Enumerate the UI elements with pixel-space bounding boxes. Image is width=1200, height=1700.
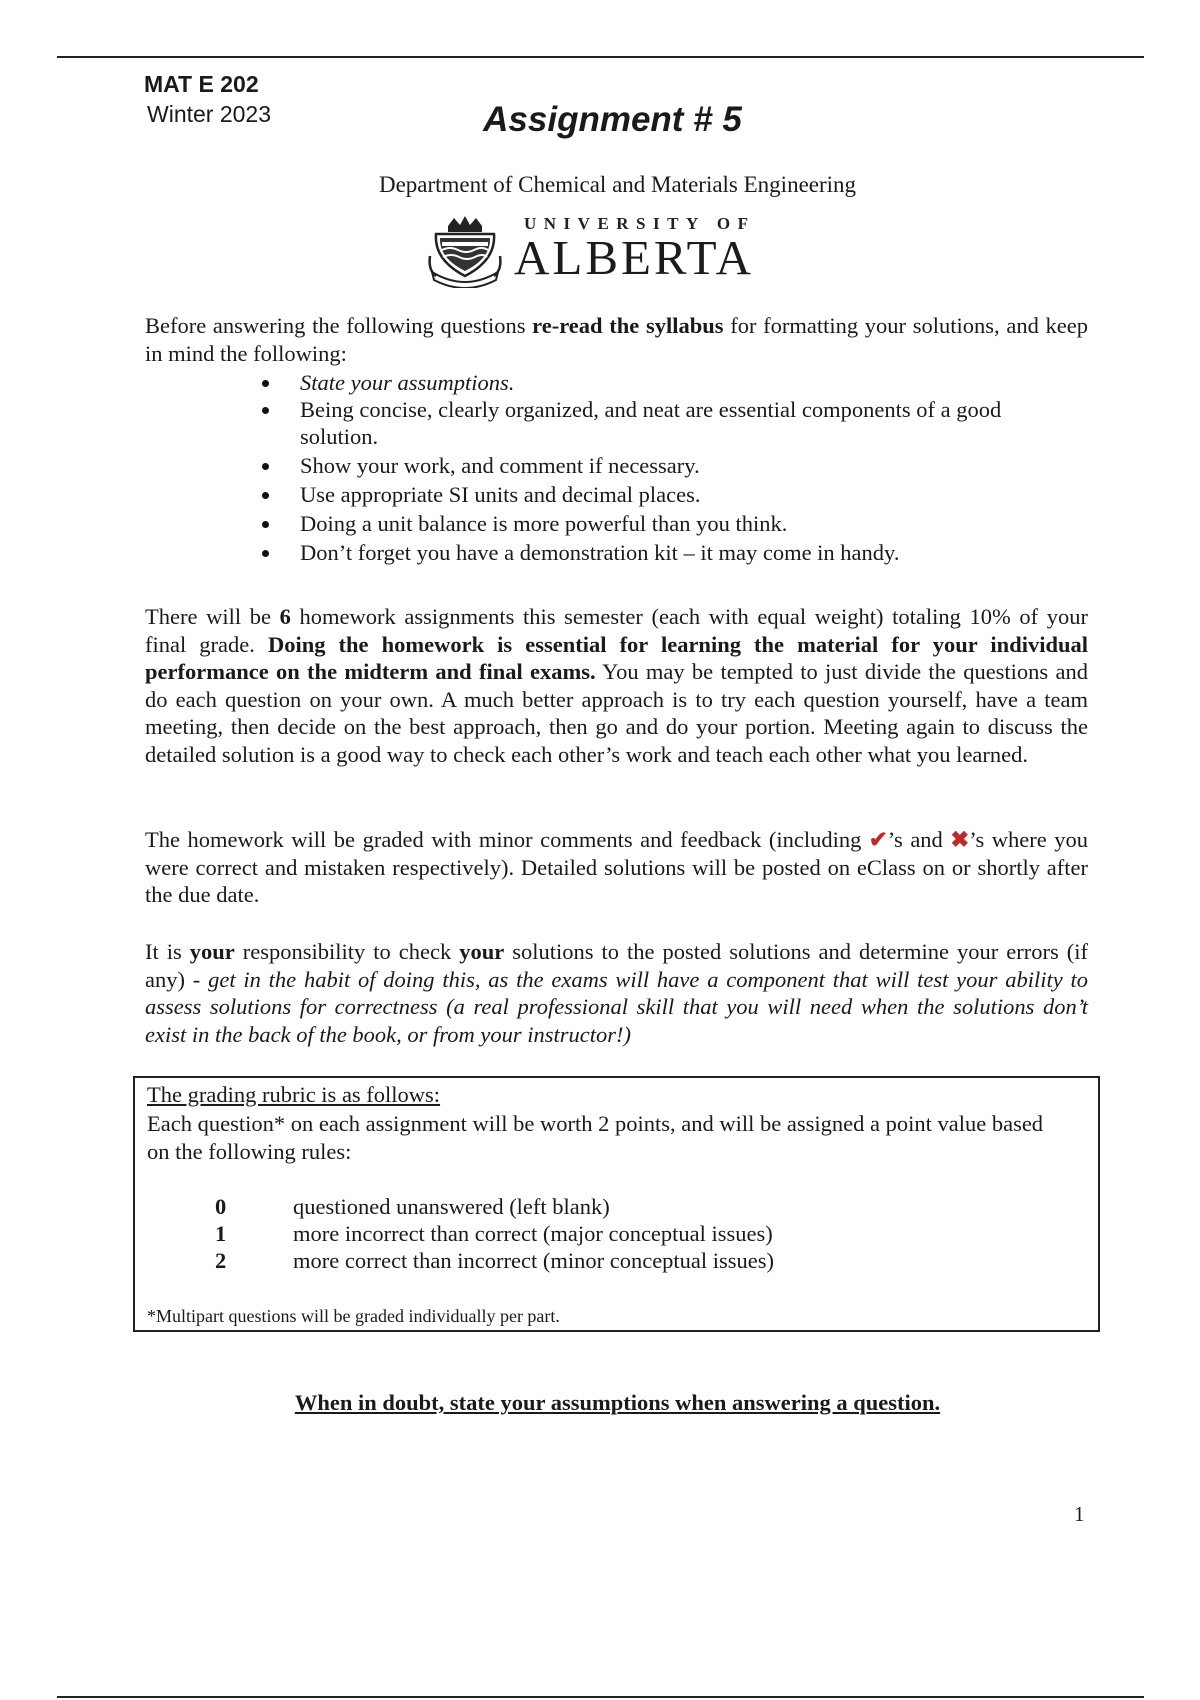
responsibility-emphasis-1: your — [189, 939, 235, 964]
guideline-list — [260, 369, 1060, 566]
responsibility-emphasis-2: your — [459, 939, 505, 964]
course-code: MAT E 202 — [144, 71, 259, 97]
homework-paragraph — [145, 603, 1088, 768]
bullet-icon — [262, 380, 269, 387]
list-item — [260, 369, 1060, 396]
rubric-points: 0 — [215, 1194, 227, 1219]
logo-alberta: ALBERTA — [514, 230, 755, 285]
intro-paragraph — [145, 312, 1088, 367]
responsibility-italic: get in the habit of doing this, as the exams will have a component that will test your ability to assess solutions for correctness (a real professional skill that you will need when the solutions don’t exist in the back of the book, or from your instructor!) — [145, 966, 1088, 1047]
list-item — [260, 539, 1060, 566]
responsibility-text-e: solutions to the posted solutions and determine your errors (if any) - — [145, 939, 1088, 992]
list-item-text: Don’t forget you have a demonstration kit – it may come in handy. — [300, 540, 900, 565]
list-item-text: Use appropriate SI units and decimal places. — [300, 482, 701, 507]
logo-university-of: UNIVERSITY OF — [524, 214, 756, 233]
top-rule — [57, 56, 1144, 58]
rubric-title: The grading rubric is as follows: — [147, 1082, 441, 1107]
rubric-row-description: questioned unanswered (left blank) — [293, 1194, 610, 1219]
department-name: Department of Chemical and Materials Engineering — [378, 172, 857, 197]
rubric-points: 2 — [215, 1248, 227, 1273]
page-title: Assignment # 5 — [483, 100, 742, 139]
list-item-text: Show your work, and comment if necessary. — [300, 453, 700, 478]
list-item — [260, 396, 1060, 450]
grading-text-a: The homework will be graded with minor comments and feedback (including — [145, 827, 869, 852]
grading-rubric-box — [133, 1076, 1100, 1332]
rubric-footnote: *Multipart questions will be graded individually per part. — [147, 1306, 560, 1326]
homework-text-c: homework assignments this semester (each with equal weight) totaling 10% of your final grade. — [145, 604, 1088, 657]
cross-icon: ✖ — [950, 827, 970, 852]
list-item-text: State your assumptions. — [300, 370, 515, 395]
list-item-text: Doing a unit balance is more powerful than you think. — [300, 511, 788, 536]
grading-paragraph — [145, 826, 1088, 909]
list-item-text: Being concise, clearly organized, and neat are essential components of a good solution. — [300, 397, 1002, 449]
responsibility-paragraph — [145, 938, 1088, 1048]
homework-count: 6 — [279, 604, 291, 629]
intro-text: Before answering the following questions — [145, 313, 533, 338]
bullet-icon — [262, 521, 269, 528]
grading-text-b: ’s and — [887, 827, 951, 852]
intro-emphasis: re-read the syllabus — [532, 313, 724, 338]
bottom-rule — [57, 1696, 1144, 1698]
homework-text-e: You may be tempted to just divide the questions and do each question on your own. A much better approach is to try each question yourself, have a team meeting, then decide on the best approach, then go and do your portion. Meeting again to discuss the detailed solution is a good way to check each other’s work and teach each other what you learned. — [145, 659, 1088, 767]
grading-text-c: ’s where you were correct and mistaken respectively). Detailed solutions will be posted on eClass on or shortly after the due date. — [145, 827, 1088, 907]
rubric-points: 1 — [215, 1221, 227, 1246]
homework-text-a: There will be — [145, 604, 280, 629]
responsibility-text-c: responsibility to check — [234, 939, 460, 964]
list-item — [260, 452, 1060, 479]
bullet-icon — [262, 463, 269, 470]
university-crest-icon — [428, 212, 502, 288]
bullet-icon — [262, 407, 269, 414]
term: Winter 2023 — [147, 101, 272, 127]
list-item — [260, 481, 1060, 508]
intro-text-end: for formatting your solutions, and keep in mind the following: — [145, 313, 1088, 366]
list-item — [260, 510, 1060, 537]
checkmark-icon: ✔ — [868, 827, 888, 852]
rubric-row-description: more correct than incorrect (minor conceptual issues) — [293, 1248, 775, 1273]
closing-statement: When in doubt, state your assumptions when answering a question. — [294, 1390, 941, 1415]
rubric-row-description: more incorrect than correct (major conceptual issues) — [293, 1221, 773, 1246]
bullet-icon — [262, 492, 269, 499]
rubric-description: Each question* on each assignment will be worth 2 points, and will be assigned a point value based on the following rules: — [147, 1111, 1044, 1164]
university-logo — [428, 210, 768, 290]
bullet-icon — [262, 550, 269, 557]
homework-emphasis: Doing the homework is essential for learning the material for your individual performance on the midterm and final exams. — [145, 631, 1088, 684]
page-number: 1 — [1074, 1502, 1085, 1526]
responsibility-text-a: It is — [145, 939, 190, 964]
